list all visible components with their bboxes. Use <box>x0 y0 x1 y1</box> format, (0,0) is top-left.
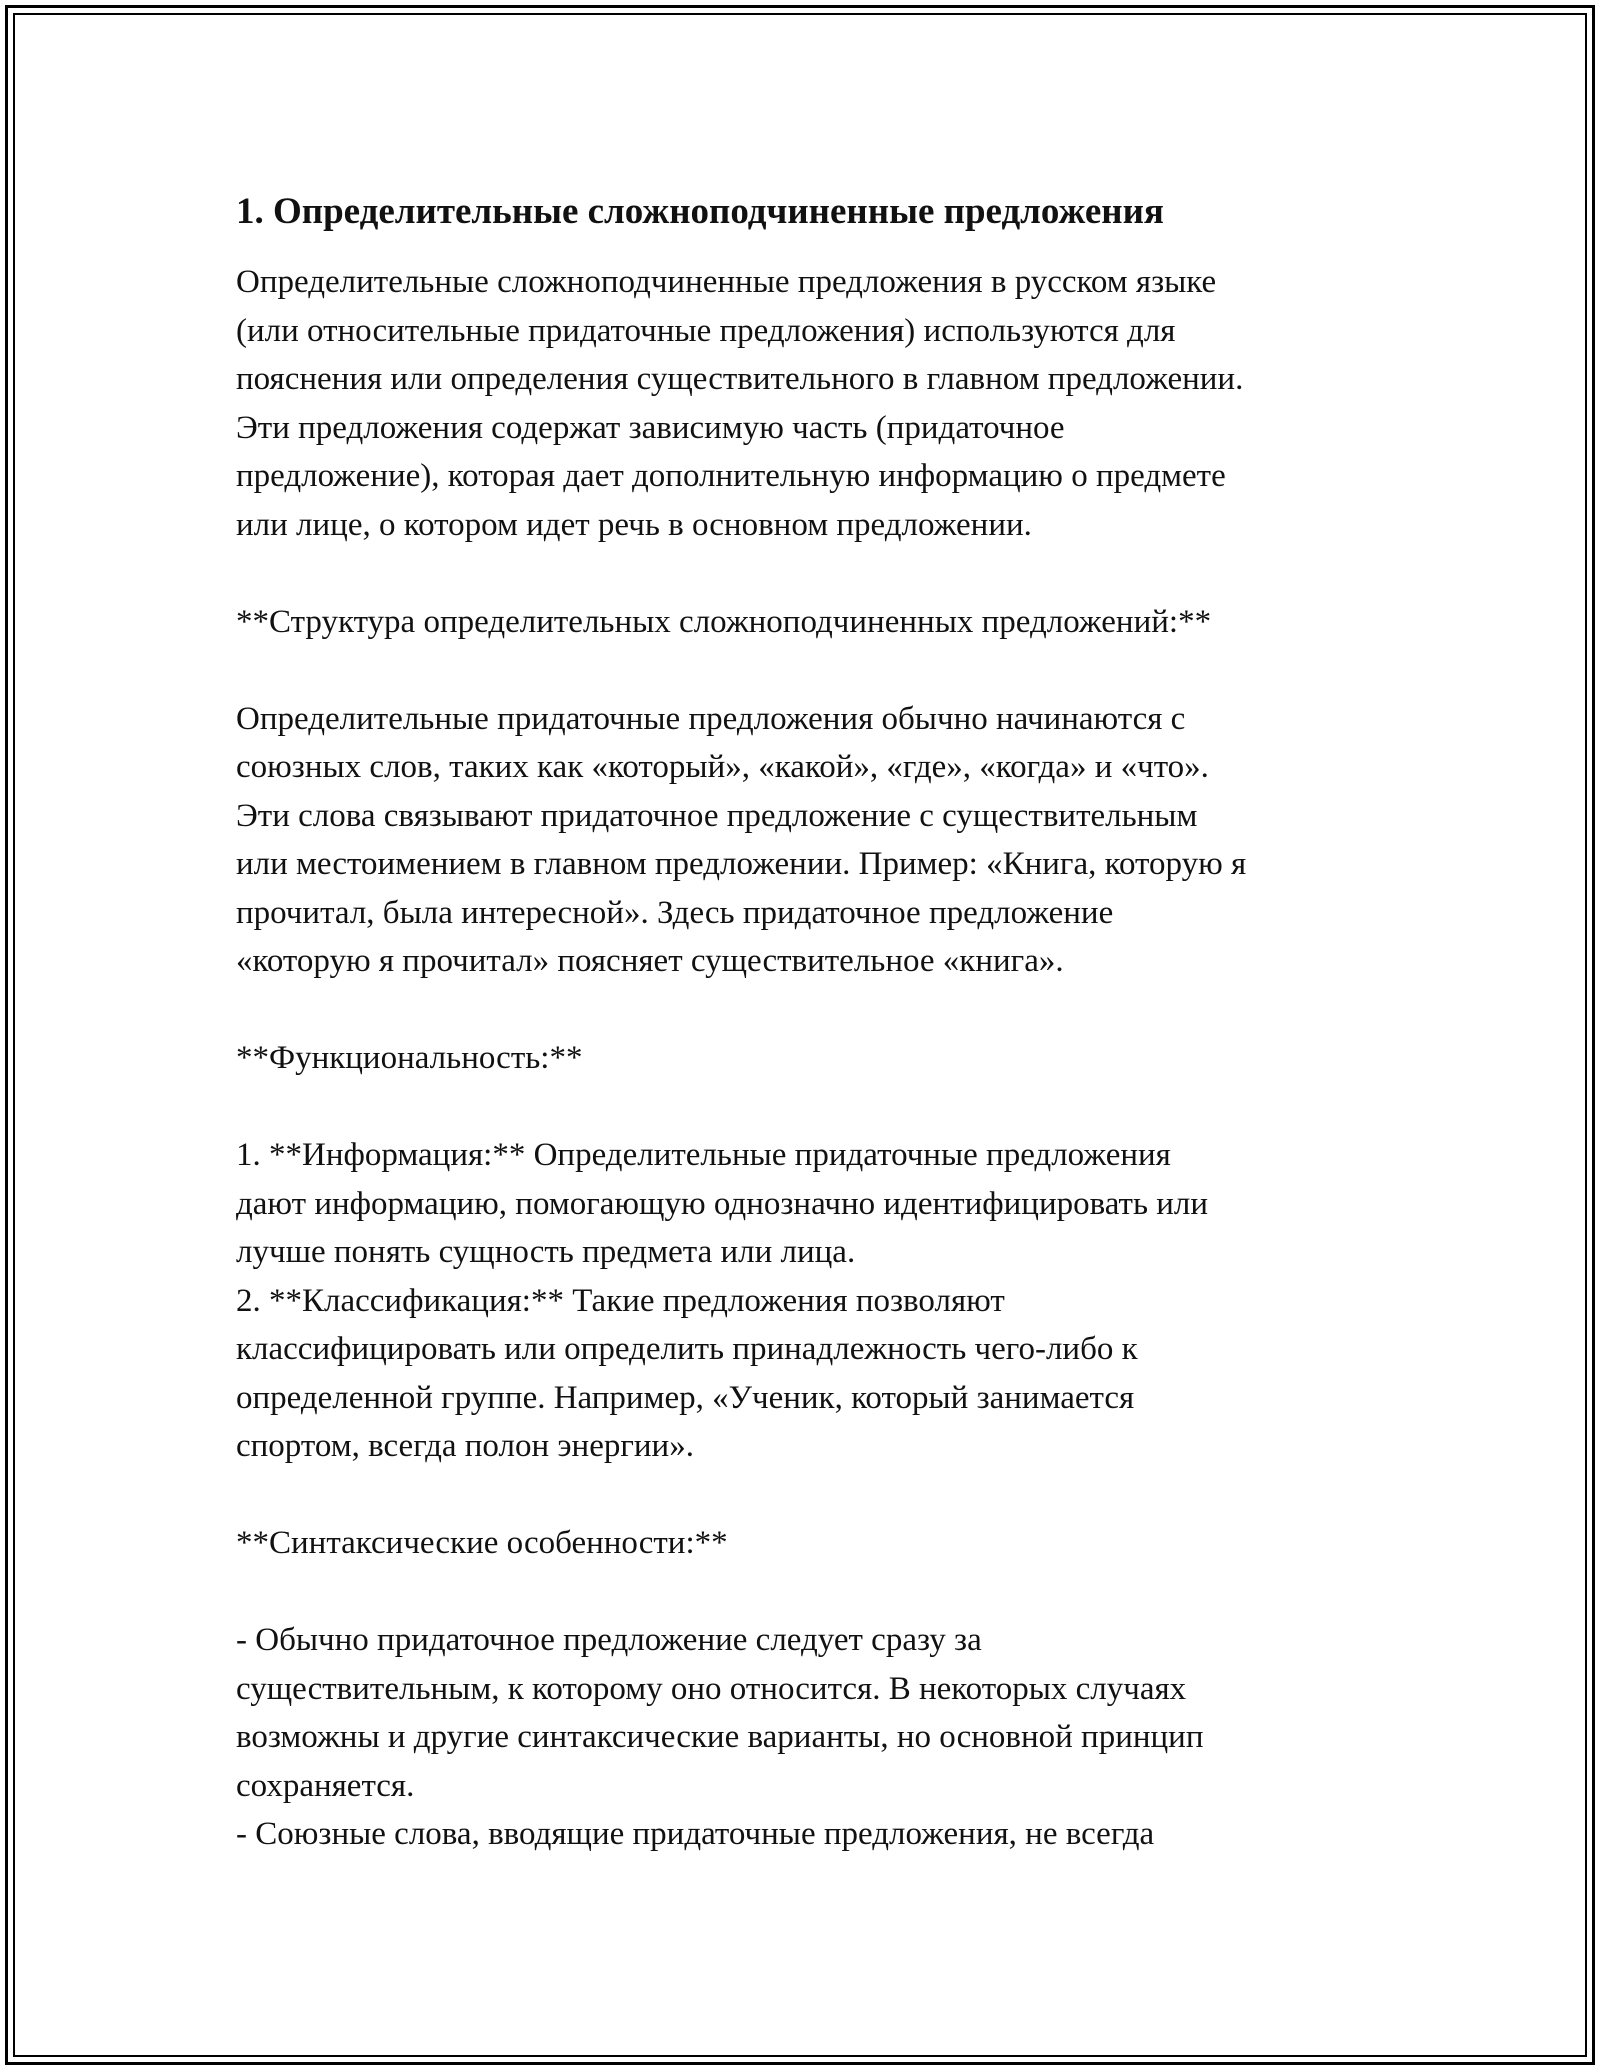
syntax-title: **Синтаксические особенности:** <box>236 1525 728 1561</box>
functionality-item-information: 1. **Информация:** Определительные придаточные предложения дают информацию, помогающую однозначно идентифицировать или лучше понять сущность предмета или лица. <box>236 1137 1209 1270</box>
structure-title: **Структура определительных сложноподчиненных предложений:** <box>236 603 1212 640</box>
syntax-item-position: - Обычно придаточное предложение следует сразу за существительным, к которому оно относится. В некоторых случаях возможны и другие синтаксические варианты, но основной принцип сохраняется. <box>236 1622 1204 1804</box>
structure-paragraph: Определительные придаточные предложения обычно начинаются с союзных слов, таких как «который», «какой», «где», «когда» и «что». Эти слова связывают придаточное предложение с существительным или местоимением в главном предложении. Пример: «Книга, которую я прочитал, была интересной». Здесь придаточное предложение «которую я прочитал» поясняет существительное «книга». <box>236 700 1247 979</box>
functionality-title: **Функциональность:** <box>236 1040 583 1076</box>
syntax-item-conjunctions: - Союзные слова, вводящие придаточные предложения, не всегда <box>236 1816 1155 1852</box>
paragraph-spacer <box>236 549 1386 598</box>
section-heading: 1. Определительные сложноподчиненные предложения <box>236 191 1164 232</box>
paragraph-spacer <box>236 1471 1386 1520</box>
functionality-item-classification: 2. **Классификация:** Такие предложения позволяют классифицировать или определить принадлежность чего-либо к определенной группе. Например, «Ученик, который занимается спортом, всегда полон энергии». <box>236 1282 1138 1464</box>
paragraph-spacer <box>236 1568 1386 1617</box>
paragraph-spacer <box>236 646 1386 695</box>
paragraph-spacer <box>236 1083 1386 1132</box>
intro-paragraph: Определительные сложноподчиненные предложения в русском языке (или относительные придаточные предложения) используются для пояснения или определения существительного в главном предложении. Эти предложения содержат зависимую часть (придаточное предложение), которая дает дополнительную информацию о предмете или лице, о котором идет речь в основном предложении. <box>236 264 1244 543</box>
document-body <box>236 188 1386 1859</box>
paragraph-spacer <box>236 986 1386 1035</box>
